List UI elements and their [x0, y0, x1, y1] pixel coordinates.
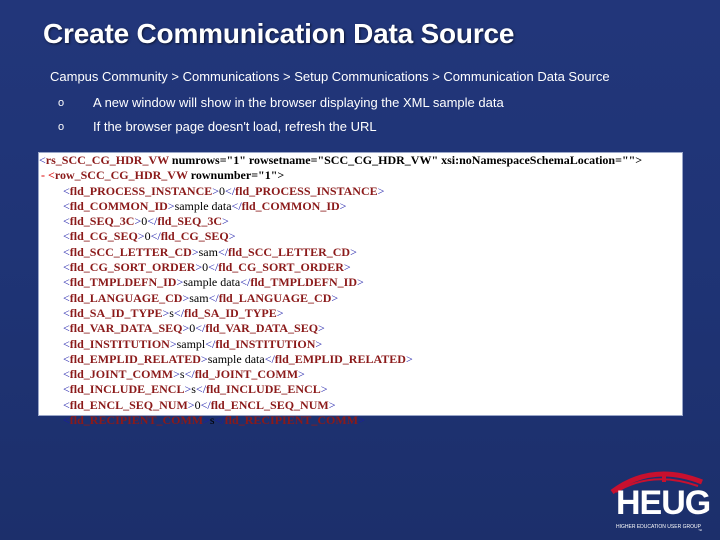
xml-end-open-bracket: </ — [195, 321, 206, 336]
xml-field-line — [39, 229, 682, 244]
xml-field-close-tag: fld_COMMON_ID — [241, 198, 340, 213]
xml-browser-window[interactable] — [38, 152, 683, 428]
xml-field-value: s — [191, 382, 196, 397]
heug-logo — [602, 458, 712, 538]
xml-open-bracket: < — [63, 183, 70, 198]
xml-field-line — [39, 321, 682, 336]
xml-close-bracket: > — [212, 183, 220, 198]
xml-field-value: s — [169, 305, 174, 320]
xml-end-open-bracket: </ — [173, 305, 185, 320]
instruction-text: A new window will show in the browser displaying the XML sample data — [93, 95, 504, 110]
xml-field-open-tag: fld_INCLUDE_ENCL — [69, 382, 185, 397]
xml-field-value: 0 — [202, 260, 209, 275]
xml-root-tag: rs_SCC_CG_HDR_VW — [45, 153, 169, 167]
xml-field-close-tag: fld_LANGUAGE_CD — [218, 290, 332, 305]
xml-field-line — [39, 398, 682, 413]
xml-field-line — [39, 245, 682, 260]
xml-end-close-bracket: > — [328, 397, 336, 412]
xml-field-open-tag: fld_SCC_LETTER_CD — [69, 244, 192, 259]
xml-end-close-bracket: > — [315, 336, 323, 351]
xml-close-bracket: > — [191, 244, 199, 259]
xml-row-prefix[interactable]: - < — [41, 168, 55, 183]
xml-field-value: sample data — [174, 198, 232, 213]
xml-open-bracket: < — [63, 413, 70, 428]
xml-field-value: sampl — [176, 336, 206, 351]
xml-field-open-tag: fld_VAR_DATA_SEQ — [69, 321, 183, 336]
xml-field-line — [39, 291, 682, 306]
xml-field-value: sam — [198, 244, 218, 259]
xml-end-open-bracket: </ — [217, 244, 229, 259]
xml-end-open-bracket: </ — [205, 336, 216, 351]
xml-field-close-tag: fld_EMPLID_RELATED — [274, 351, 406, 366]
xml-end-close-bracket: > — [228, 229, 236, 244]
xml-field-value: s — [179, 367, 185, 382]
xml-end-close-bracket: > — [318, 321, 325, 336]
xml-open-bracket: < — [63, 229, 70, 244]
xml-field-value: sam — [189, 290, 209, 305]
xml-field-value: sample data — [183, 275, 241, 290]
xml-close-bracket: > — [162, 305, 170, 320]
xml-field-close-tag: fld_ENCL_SEQ_NUM — [210, 397, 329, 412]
xml-field-list — [39, 184, 682, 429]
xml-field-close-tag: fld_VAR_DATA_SEQ — [205, 321, 319, 336]
xml-field-open-tag: fld_CG_SORT_ORDER — [69, 260, 196, 275]
xml-root-element — [39, 153, 682, 168]
xml-open-bracket: < — [63, 367, 70, 382]
xml-end-close-bracket: > — [298, 367, 305, 382]
xml-field-value: 0 — [141, 214, 148, 229]
logo-text: HEUG — [616, 484, 711, 522]
xml-field-close-tag: fld_TMPLDEFN_ID — [250, 275, 357, 290]
xml-end-open-bracket: </ — [231, 198, 242, 213]
xml-open-bracket: < — [63, 321, 70, 336]
xml-close-bracket: > — [167, 198, 175, 213]
xml-end-open-bracket: </ — [208, 260, 219, 275]
xml-close-bracket: > — [169, 336, 177, 351]
xml-field-value: s — [209, 413, 215, 428]
bullet-marker: o — [58, 121, 65, 133]
xml-field-line — [39, 275, 682, 290]
xml-end-open-bracket: </ — [225, 183, 236, 198]
xml-open-bracket: < — [63, 275, 70, 290]
xml-end-close-bracket: > — [343, 260, 351, 275]
xml-open-bracket: < — [63, 351, 70, 366]
xml-end-close-bracket: > — [222, 214, 229, 229]
xml-field-close-tag: fld_SCC_LETTER_CD — [228, 244, 351, 259]
xml-root-attrs: numrows="1" rowsetname="SCC_CG_HDR_VW" xsi:noNamespaceSchemaLocation=""> — [168, 153, 643, 167]
xml-end-close-bracket: > — [357, 275, 364, 290]
xml-close-bracket: > — [173, 367, 180, 382]
xml-field-close-tag: fld_CG_SEQ — [160, 229, 229, 244]
xml-end-close-bracket: > — [331, 290, 339, 305]
xml-close-bracket: > — [137, 229, 145, 244]
xml-open-bracket: < — [63, 382, 70, 397]
xml-close-bracket: > — [134, 214, 142, 229]
xml-open-bracket: < — [63, 214, 70, 229]
xml-field-line — [39, 337, 682, 352]
xml-field-open-tag: fld_JOINT_COMM — [69, 367, 174, 382]
xml-field-close-tag: fld_INCLUDE_ENCL — [206, 382, 321, 397]
xml-close-bracket: > — [195, 260, 203, 275]
xml-end-open-bracket: </ — [147, 214, 158, 229]
xml-field-line — [39, 413, 682, 428]
instruction-item — [58, 94, 504, 118]
xml-open-bracket: < — [63, 244, 70, 259]
xml-field-open-tag: fld_PROCESS_INSTANCE — [69, 183, 213, 198]
xml-open-bracket: < — [63, 198, 70, 213]
xml-open-bracket: < — [63, 336, 70, 351]
xml-open-bracket: < — [63, 260, 70, 275]
xml-field-open-tag: fld_EMPLID_RELATED — [69, 351, 201, 366]
xml-end-open-bracket: </ — [240, 275, 251, 290]
xml-close-bracket: > — [182, 290, 190, 305]
xml-field-value: sample data — [207, 351, 265, 366]
xml-open-bracket: < — [63, 397, 70, 412]
xml-field-open-tag: fld_SEQ_3C — [69, 214, 135, 229]
xml-field-close-tag: fld_RECIPIENT_COMM — [224, 413, 359, 428]
xml-field-open-tag: fld_RECIPIENT_COMM — [69, 413, 204, 428]
xml-field-close-tag: fld_SA_ID_TYPE — [184, 305, 277, 320]
instruction-text: If the browser page doesn't load, refresh the URL — [93, 119, 377, 134]
xml-field-line — [39, 184, 682, 199]
xml-field-open-tag: fld_TMPLDEFN_ID — [69, 275, 177, 290]
xml-end-open-bracket: </ — [214, 413, 225, 428]
xml-close-bracket: > — [187, 397, 195, 412]
xml-row-attrs: rownumber="1"> — [187, 168, 285, 183]
xml-field-line — [39, 260, 682, 275]
xml-field-line — [39, 306, 682, 321]
xml-end-open-bracket: </ — [264, 351, 275, 366]
xml-end-open-bracket: </ — [195, 382, 207, 397]
xml-end-open-bracket: </ — [200, 397, 211, 412]
bullet-marker: o — [58, 97, 65, 109]
xml-end-close-bracket: > — [405, 351, 413, 366]
xml-end-close-bracket: > — [358, 413, 365, 428]
xml-close-bracket: > — [200, 351, 208, 366]
xml-field-open-tag: fld_COMMON_ID — [69, 198, 168, 213]
xml-row-element[interactable] — [39, 168, 682, 183]
xml-close-bracket: > — [176, 275, 184, 290]
instruction-list — [58, 94, 504, 142]
xml-root-prefix: < — [39, 153, 46, 167]
xml-field-open-tag: fld_SA_ID_TYPE — [69, 305, 163, 320]
xml-field-open-tag: fld_ENCL_SEQ_NUM — [69, 397, 188, 412]
xml-field-value: 0 — [194, 397, 201, 412]
xml-field-open-tag: fld_LANGUAGE_CD — [69, 290, 183, 305]
instruction-item — [58, 118, 504, 142]
xml-end-open-bracket: </ — [208, 290, 219, 305]
logo-subtitle: HIGHER EDUCATION USER GROUP — [616, 524, 701, 530]
xml-field-line — [39, 367, 682, 382]
xml-field-value: 0 — [189, 321, 196, 336]
slide-title: Create Communication Data Source — [43, 18, 515, 49]
xml-close-bracket: > — [203, 413, 210, 428]
breadcrumb: Campus Community > Communications > Setup Communications > Communication Data Source — [50, 69, 610, 84]
xml-field-close-tag: fld_CG_SORT_ORDER — [218, 260, 344, 275]
xml-field-close-tag: fld_SEQ_3C — [157, 214, 223, 229]
xml-open-bracket: < — [63, 305, 70, 320]
xml-field-open-tag: fld_INSTITUTION — [69, 336, 170, 351]
xml-field-close-tag: fld_PROCESS_INSTANCE — [235, 183, 378, 198]
xml-end-close-bracket: > — [276, 305, 284, 320]
xml-end-close-bracket: > — [350, 244, 357, 259]
xml-open-bracket: < — [63, 290, 70, 305]
xml-end-close-bracket: > — [377, 183, 385, 198]
xml-close-bracket: > — [184, 382, 192, 397]
xml-row-tag: row_SCC_CG_HDR_VW — [54, 168, 188, 183]
xml-field-line — [39, 214, 682, 229]
xml-field-line — [39, 382, 682, 397]
xml-end-open-bracket: </ — [150, 229, 161, 244]
xml-field-open-tag: fld_CG_SEQ — [69, 229, 138, 244]
xml-field-value: 0 — [219, 183, 226, 198]
xml-close-bracket: > — [182, 321, 190, 336]
xml-end-close-bracket: > — [339, 198, 347, 213]
xml-end-close-bracket: > — [320, 382, 328, 397]
xml-field-close-tag: fld_JOINT_COMM — [194, 367, 299, 382]
xml-field-close-tag: fld_INSTITUTION — [215, 336, 316, 351]
logo-trademark: ™ — [698, 528, 702, 533]
xml-field-line — [39, 199, 682, 214]
xml-field-line — [39, 352, 682, 367]
xml-end-open-bracket: </ — [184, 367, 195, 382]
xml-field-value: 0 — [144, 229, 151, 244]
